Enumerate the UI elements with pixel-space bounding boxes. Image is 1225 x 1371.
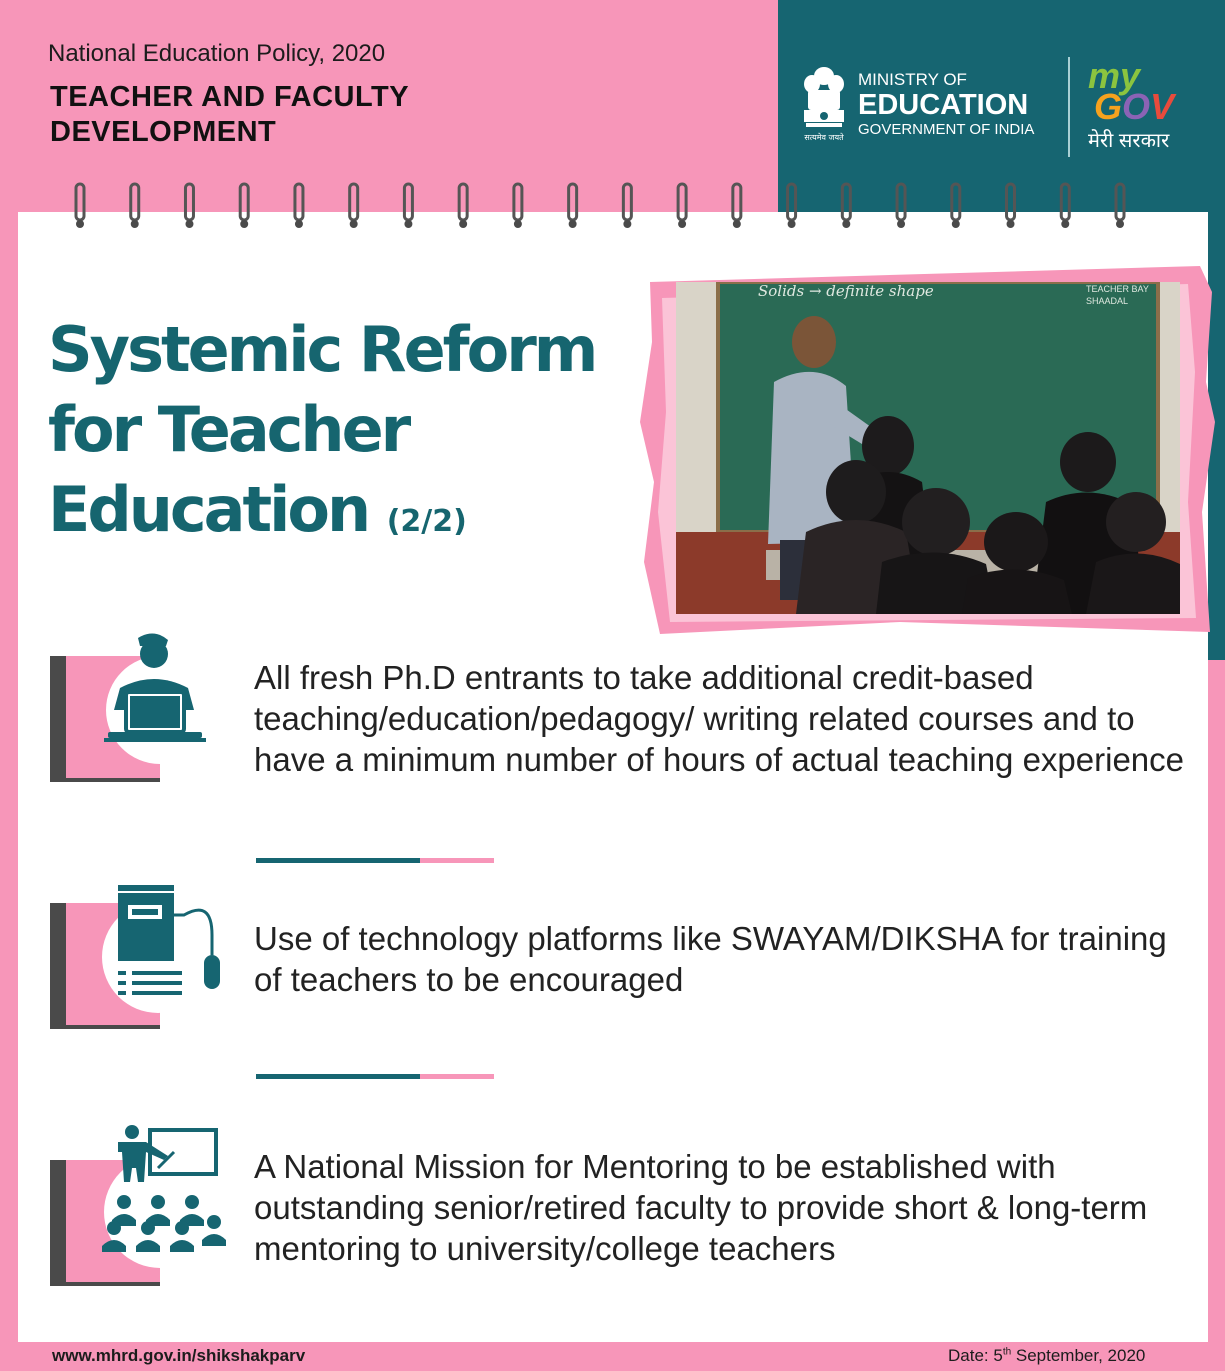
- header-title: [50, 80, 409, 150]
- spiral-ring: [1061, 184, 1069, 228]
- spiral-ring: [295, 184, 303, 228]
- emblem-caption: सत्यमेव जयते: [804, 133, 844, 142]
- mentor-classroom-icon: [48, 1122, 228, 1287]
- corner-text2: SHAADAL: [1086, 296, 1129, 306]
- main-title-line3: Education (2/2): [48, 473, 467, 546]
- spiral-ring: [897, 184, 905, 228]
- logo-divider: [1068, 57, 1070, 157]
- footer-date: Date: 5th September, 2020: [948, 1346, 1146, 1365]
- footer-url[interactable]: www.mhrd.gov.in/shikshakparv: [52, 1346, 306, 1365]
- policy-line: National Education Policy, 2020: [48, 40, 386, 67]
- item-2-text: Use of technology platforms like SWAYAM/DIKSHA for training of teachers to be encouraged: [254, 920, 1167, 998]
- main-title: [48, 310, 608, 562]
- ministry-logo: [858, 70, 1034, 138]
- spiral-ring: [733, 184, 741, 228]
- spiral-ring: [404, 184, 412, 228]
- corner-text1: TEACHER BAY: [1086, 284, 1149, 294]
- spiral-ring: [185, 184, 193, 228]
- spiral-ring: [842, 184, 850, 228]
- item-1-text: All fresh Ph.D entrants to take additional credit-based teaching/education/pedagogy/ writing related courses and to have a minimum number of hours of actual teaching experience: [254, 659, 1185, 778]
- spiral-ring: [240, 184, 248, 228]
- chalk-text: Solids → definite shape: [758, 282, 934, 300]
- book-computer-icon: [48, 885, 228, 1030]
- classroom-photo: [676, 282, 1180, 614]
- item-3-text: A National Mission for Mentoring to be established with outstanding senior/retired faculty to provide short & long-term mentoring to university/college teachers: [254, 1148, 1148, 1267]
- spiral-ring: [514, 184, 522, 228]
- mygov-logo: [1088, 55, 1208, 155]
- spiral-ring: [952, 184, 960, 228]
- header-title-line2: DEVELOPMENT: [50, 116, 277, 148]
- national-emblem-icon: [798, 62, 850, 144]
- main-title-line1: Systemic Reform: [48, 313, 596, 386]
- spiral-ring: [623, 184, 631, 228]
- part-indicator: (2/2): [386, 504, 467, 539]
- spiral-binding: [70, 182, 1130, 232]
- spiral-ring: [788, 184, 796, 228]
- classroom-photo-image: [676, 282, 1180, 614]
- separator-1: [256, 858, 494, 863]
- spiral-ring: [350, 184, 358, 228]
- spiral-ring: [1116, 184, 1124, 228]
- separator-2: [256, 1074, 494, 1079]
- mygov-my: my: [1088, 55, 1141, 96]
- spiral-ring: [678, 184, 686, 228]
- spiral-ring: [131, 184, 139, 228]
- spiral-ring: [459, 184, 467, 228]
- ministry-line2: EDUCATION: [858, 89, 1029, 121]
- ministry-line1: MINISTRY OF: [858, 70, 967, 89]
- ministry-line3: GOVERNMENT OF INDIA: [858, 121, 1035, 138]
- main-title-line2: for Teacher: [48, 393, 409, 466]
- mygov-gov: GOV: [1094, 86, 1175, 127]
- spiral-ring: [569, 184, 577, 228]
- spiral-ring: [76, 184, 84, 228]
- mygov-hindi: मेरी सरकार: [1088, 130, 1170, 152]
- spiral-ring: [1007, 184, 1015, 228]
- header-title-line1: TEACHER AND FACULTY: [50, 81, 410, 113]
- person-laptop-icon: [48, 630, 208, 785]
